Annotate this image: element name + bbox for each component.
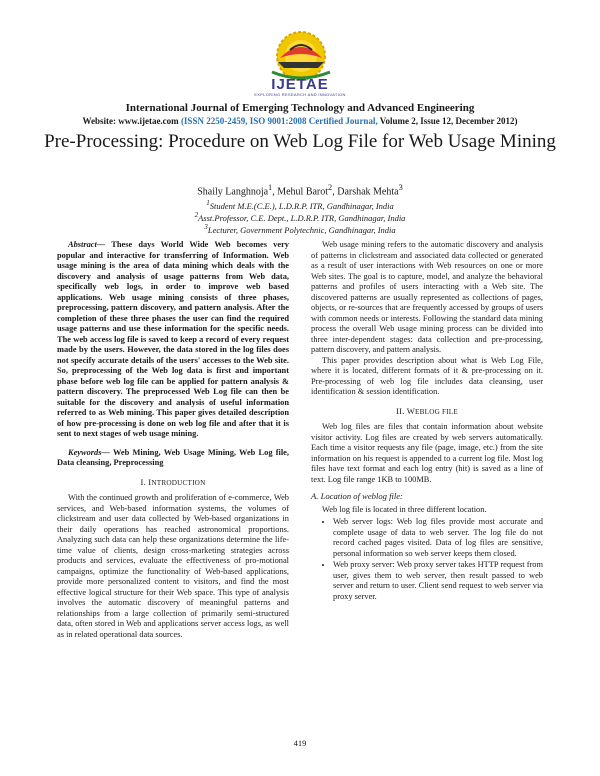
abstract xyxy=(57,240,289,440)
list-item: • Web proxy server: Web proxy server takes HTTP request from user, gives them to web server, then result passed to web server and return to user. Client send request to web server via proxy server. xyxy=(333,560,543,602)
subsection-title: Location of weblog file: xyxy=(320,491,403,501)
location-list xyxy=(311,517,543,602)
section-number: II. xyxy=(396,405,405,416)
web-usage-mining-paragraph: Web usage mining refers to the automatic discovery and analysis of patterns in clickstream and associated data collected or generated as a result of user interactions with Web resources on one or more Web sites. The goal is to capture, model, and analyze the behavioral patterns and profiles of users interacting with a Web site. The discovered patterns are usually represented as collections of pages, objects, or re-sources that are frequently accessed by groups of users with common needs or interests. Following the standard data mining process the overall Web usage mining process can be divided into three inter-dependent stages: data collection and pre-processing, pattern discovery, and pattern analysis. xyxy=(311,240,543,354)
left-column xyxy=(57,240,289,640)
website-text[interactable]: Website: www.ijetae.com xyxy=(82,116,179,126)
section-title-initial: I xyxy=(148,476,152,487)
abstract-label: Abstract— xyxy=(68,240,106,249)
right-column xyxy=(311,240,543,603)
keywords-label: Keywords— xyxy=(68,447,110,457)
author-sup: 3 xyxy=(398,183,403,192)
section-title-initial: W xyxy=(406,405,416,416)
introduction-paragraph: With the continued growth and proliferation of e-commerce, Web services, and Web-based information systems, the volumes of clickstream and user data collected by Web-based organizations in their daily operations has reached astronomical proportions. Analyzing such data can help these organizations determine the life-time value of clients, design cross-marketing strategies across products and services, evaluate the effectiveness of pro-motional campaigns, optimize the functionality of Web-based applications, provide more personalized content to visitors, and find the most effective logical structure for their Web space. This type of analysis involves the automatic discovery of meaningful patterns and relationships from a large collection of primarily semi-structured data, often stored in Web and applications server access logs, as well as in related operational data sources. xyxy=(57,493,289,639)
paper-title: Pre-Processing: Procedure on Web Log File for Web Usage Mining xyxy=(44,131,556,152)
subsection-label: A. xyxy=(311,491,319,501)
journal-website-line xyxy=(0,116,600,126)
location-intro: Web log file is located in three different location. xyxy=(322,504,487,514)
author-name: Shaily Langhnoja xyxy=(197,186,269,198)
logo-sunburst xyxy=(272,32,330,80)
affiliation-3 xyxy=(0,223,600,235)
author-name: Darshak Mehta xyxy=(337,186,399,198)
logo-wordmark xyxy=(250,78,350,97)
keywords-text: Web Mining, Web Usage Mining, Web Log file, Data cleansing, Preprocessing xyxy=(57,447,289,467)
page-number: 419 xyxy=(293,738,307,748)
subsection-heading-location xyxy=(311,491,543,502)
affiliation-1 xyxy=(0,199,600,211)
keywords xyxy=(57,448,289,469)
affiliation-text: Student M.E.(C.E.), L.D.R.P. ITR, Gandhinagar, India xyxy=(209,200,394,211)
author-list: Shaily Langhnoja$^1$, Mehul Barot$^2$, Darshak Mehta$^3$ xyxy=(197,183,403,198)
paper-overview-paragraph: This paper provides description about what is Web Log File, where it is located, different formats of it & pre-processing on it. Pre-processing of web log file includes data cleansing, user identification & session identification. xyxy=(311,355,543,396)
affiliation-text: Asst.Professor, C.E. Dept., L.D.R.P. ITR, Gandhinagar, India xyxy=(198,212,406,223)
section-title-rest: NTRODUCTION xyxy=(151,478,206,487)
affiliation-sup: 3 xyxy=(204,223,208,231)
weblog-paragraph: Web log files are files that contain information about website visitor activity. Log files are created by web servers automatically. Each time a visitor requests any file (page, image, etc.) from the site information on his request is appended to a current log file. Most log files have text format and each log entry (hit) is saved as a line of text. Log file range 1KB to 100MB. xyxy=(311,422,543,484)
author-name: Mehul Barot xyxy=(277,186,329,198)
volume-text: Volume 2, Issue 12, December 2012) xyxy=(379,116,518,126)
journal-name: International Journal of Emerging Technology and Advanced Engineering xyxy=(125,102,475,114)
section-heading-weblog-file xyxy=(311,406,543,418)
affiliation-text: Lecturer, Government Polytechnic, Gandhinagar, India xyxy=(207,224,396,235)
author-sup: 1 xyxy=(268,183,273,192)
logo-tagline: EXPLORING RESEARCH AND INNOVATION xyxy=(254,92,346,97)
affiliation-sup: 2 xyxy=(194,211,199,219)
logo-title: IJETAE xyxy=(271,76,329,93)
affiliation-sup: 1 xyxy=(206,199,210,207)
section-title-rest: EBLOG FILE xyxy=(415,407,458,416)
list-item: • Web server logs: Web log files provide most accurate and complete usage of data to web server. The log file do not record cached pages visited. Data of log files are sensitive, personal information so web server keeps them closed. xyxy=(333,517,543,559)
abstract-text: These days World Wide Web becomes very popular and interactive for transferring of Information. Web usage mining is the area of data mining which deals with the discovery and analysis of usage patterns from Web data, specifically web logs, in order to improve web based applications. Web usage mining consists of three phases, preprocessing, pattern discovery, and pattern analysis. After the completion of these three phases the user can find the required usage patterns and use these information for the specific needs. The web access log file is saved to keep a record of every request made by the users. However, the data stored in the log files does not specify accurate details of the users' accesses to the Web site. So, preprocessing of the Web log data is first and important phase before web log file can be applied for pattern analysis & pattern discovery. The preprocessed Web Log file can then be suitable for the discovery and analysis of useful information referred to as Web mining. This paper gives detailed description of how pre-processing is done on web log file and after that it is sent to next stages of web usage mining. xyxy=(57,240,289,438)
author-sup: 2 xyxy=(328,183,333,192)
issn-text: (ISSN 2250-2459, ISO 9001:2008 Certified Journal, xyxy=(180,116,378,126)
affiliation-2 xyxy=(0,211,600,223)
section-number: I. xyxy=(140,476,146,487)
section-heading-introduction xyxy=(57,477,289,489)
